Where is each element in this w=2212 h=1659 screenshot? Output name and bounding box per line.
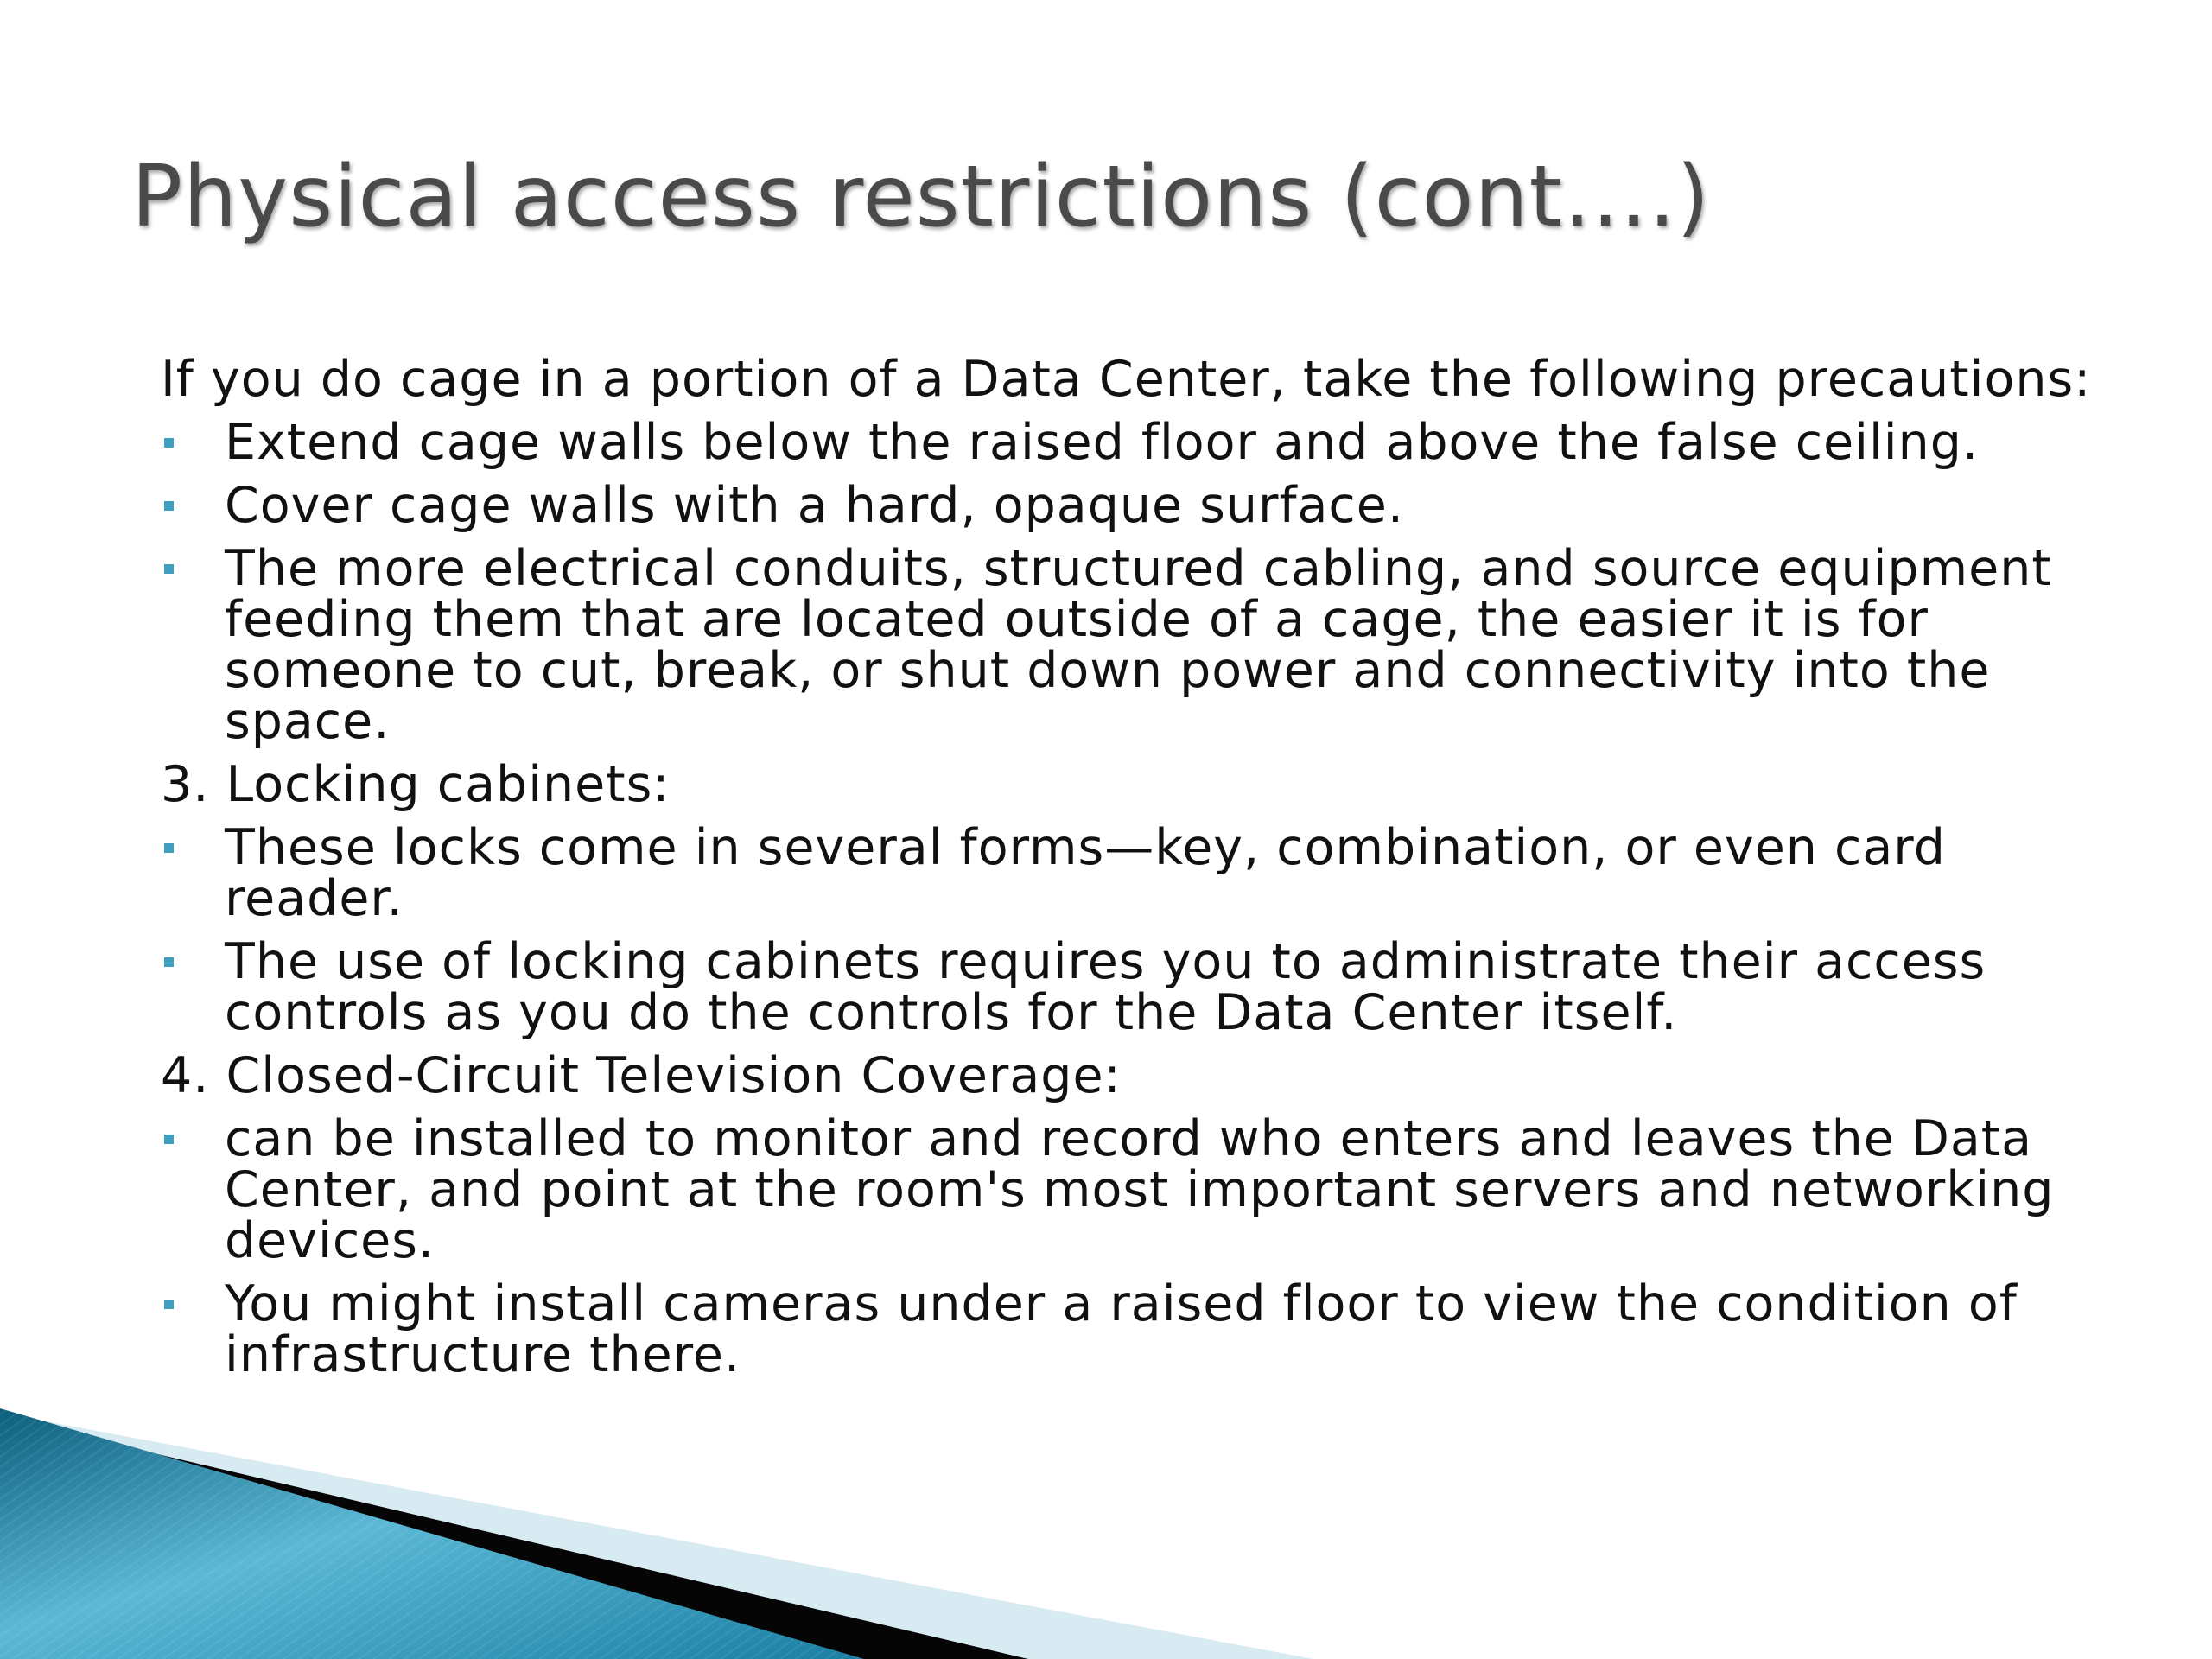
body-paragraph: If you do cage in a portion of a Data Center, take the following precautions: (161, 351, 2092, 408)
blue-wedge-shape (0, 1408, 864, 1659)
pale-band-shape (0, 1413, 1313, 1659)
bullet-item (161, 819, 2113, 927)
bullet-text: can be installed to monitor and record who enters and leaves the Data Center, and point at the room's most important servers and networking devices. (225, 1110, 2055, 1269)
bullet-text: Extend cage walls below the raised floor and above the false ceiling. (225, 414, 1980, 471)
square-bullet-icon (164, 843, 174, 853)
square-bullet-icon (164, 1135, 174, 1144)
square-bullet-icon (164, 1300, 174, 1309)
square-bullet-icon (164, 438, 174, 448)
square-bullet-icon (164, 501, 174, 511)
bullet-text: The more electrical conduits, structured cabling, and source equipment feeding them that are located outside of a cage, the easier it is for someone to cut, break, or shut down power and connectivity into the space. (225, 540, 2052, 750)
slide-body (161, 351, 2113, 1393)
bullet-text: Cover cage walls with a hard, opaque surface. (225, 477, 1404, 534)
bullet-item (161, 933, 2113, 1041)
bullet-text: These locks come in several forms—key, combination, or even card reader. (225, 819, 1946, 927)
body-paragraph: 4. Closed-Circuit Television Coverage: (161, 1047, 1122, 1104)
bullet-text: You might install cameras under a raised floor to view the condition of infrastructure there. (225, 1275, 2018, 1383)
bullet-item (161, 414, 2113, 471)
slide-title: Physical access restrictions (cont….) (131, 148, 1711, 246)
bullet-item (161, 1275, 2113, 1383)
bullet-item (161, 477, 2113, 534)
black-stripe-shape (0, 1417, 1028, 1659)
square-bullet-icon (164, 564, 174, 574)
bullet-item (161, 1110, 2113, 1269)
bullet-text: The use of locking cabinets requires you to administrate their access controls as you do the controls for the Data Center itself. (225, 933, 1986, 1041)
body-paragraph: 3. Locking cabinets: (161, 756, 671, 813)
blue-wedge-texture (0, 1408, 864, 1659)
bullet-item (161, 540, 2113, 750)
square-bullet-icon (164, 957, 174, 967)
